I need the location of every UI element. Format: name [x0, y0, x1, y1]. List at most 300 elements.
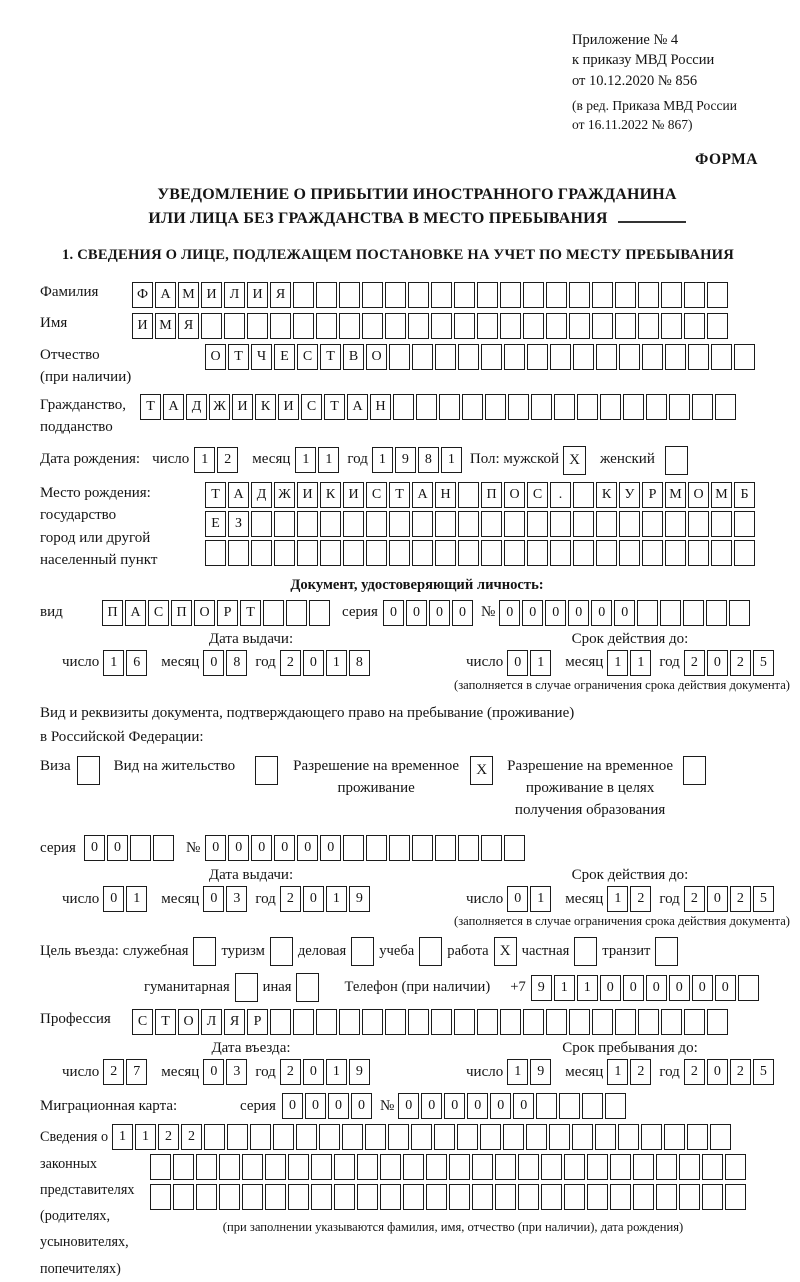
char-box[interactable] — [669, 394, 690, 420]
char-box[interactable] — [416, 394, 437, 420]
char-box[interactable] — [286, 600, 307, 626]
char-box[interactable] — [504, 835, 525, 861]
char-box[interactable] — [684, 282, 705, 308]
char-box[interactable]: Ф — [132, 282, 153, 308]
char-box[interactable] — [638, 313, 659, 339]
char-box[interactable] — [504, 511, 525, 537]
char-box[interactable] — [242, 1154, 263, 1180]
char-box[interactable] — [523, 282, 544, 308]
char-box[interactable] — [592, 282, 613, 308]
char-box[interactable] — [541, 1154, 562, 1180]
char-box[interactable] — [573, 511, 594, 537]
char-box[interactable] — [641, 1124, 662, 1150]
char-box[interactable] — [380, 1154, 401, 1180]
char-box[interactable]: Я — [224, 1009, 245, 1035]
purpose-private-checkbox[interactable] — [574, 937, 597, 966]
char-box[interactable]: 0 — [507, 886, 528, 912]
char-box[interactable]: 0 — [715, 975, 736, 1001]
char-box[interactable]: 1 — [326, 886, 347, 912]
char-box[interactable] — [196, 1154, 217, 1180]
purpose-transit-checkbox[interactable] — [655, 937, 678, 966]
char-box[interactable] — [449, 1154, 470, 1180]
char-box[interactable] — [411, 1124, 432, 1150]
char-box[interactable] — [485, 394, 506, 420]
char-box[interactable]: 0 — [568, 600, 589, 626]
char-box[interactable] — [661, 282, 682, 308]
char-box[interactable]: 9 — [349, 886, 370, 912]
char-box[interactable] — [684, 313, 705, 339]
char-box[interactable]: Т — [155, 1009, 176, 1035]
char-box[interactable]: 0 — [328, 1093, 349, 1119]
char-box[interactable] — [362, 1009, 383, 1035]
char-box[interactable]: 2 — [730, 886, 751, 912]
char-box[interactable] — [219, 1154, 240, 1180]
char-box[interactable] — [273, 1124, 294, 1150]
char-box[interactable] — [706, 600, 727, 626]
char-box[interactable]: Р — [217, 600, 238, 626]
char-box[interactable] — [500, 282, 521, 308]
char-box[interactable] — [729, 600, 750, 626]
char-box[interactable] — [702, 1184, 723, 1210]
char-box[interactable]: 9 — [531, 975, 552, 1001]
char-box[interactable] — [412, 511, 433, 537]
char-box[interactable]: Р — [642, 482, 663, 508]
char-box[interactable]: А — [125, 600, 146, 626]
char-box[interactable] — [227, 1124, 248, 1150]
char-box[interactable] — [265, 1184, 286, 1210]
char-box[interactable]: 1 — [607, 886, 628, 912]
char-box[interactable] — [454, 282, 475, 308]
char-box[interactable] — [342, 1124, 363, 1150]
char-box[interactable]: 0 — [490, 1093, 511, 1119]
char-box[interactable] — [130, 835, 151, 861]
char-box[interactable]: 0 — [84, 835, 105, 861]
char-box[interactable]: 9 — [530, 1059, 551, 1085]
char-box[interactable] — [320, 511, 341, 537]
char-box[interactable]: 2 — [684, 1059, 705, 1085]
char-box[interactable]: 0 — [351, 1093, 372, 1119]
char-box[interactable] — [637, 600, 658, 626]
char-box[interactable] — [711, 511, 732, 537]
char-box[interactable]: 0 — [513, 1093, 534, 1119]
char-box[interactable] — [531, 394, 552, 420]
char-box[interactable]: 5 — [753, 886, 774, 912]
char-box[interactable] — [508, 394, 529, 420]
char-box[interactable] — [311, 1154, 332, 1180]
char-box[interactable] — [527, 511, 548, 537]
char-box[interactable] — [665, 540, 686, 566]
char-box[interactable]: 0 — [203, 1059, 224, 1085]
char-box[interactable]: 1 — [194, 447, 215, 473]
char-box[interactable] — [569, 282, 590, 308]
char-box[interactable]: 1 — [441, 447, 462, 473]
char-box[interactable] — [454, 1009, 475, 1035]
char-box[interactable] — [481, 835, 502, 861]
char-box[interactable]: 0 — [429, 600, 450, 626]
char-box[interactable]: 1 — [326, 650, 347, 676]
char-box[interactable]: 8 — [349, 650, 370, 676]
char-box[interactable] — [426, 1184, 447, 1210]
char-box[interactable]: С — [301, 394, 322, 420]
char-box[interactable]: 0 — [522, 600, 543, 626]
char-box[interactable]: И — [201, 282, 222, 308]
char-box[interactable] — [642, 511, 663, 537]
char-box[interactable]: И — [278, 394, 299, 420]
char-box[interactable] — [707, 313, 728, 339]
char-box[interactable] — [458, 835, 479, 861]
char-box[interactable]: И — [343, 482, 364, 508]
char-box[interactable] — [201, 313, 222, 339]
char-box[interactable] — [495, 1184, 516, 1210]
char-box[interactable] — [316, 1009, 337, 1035]
char-box[interactable]: И — [232, 394, 253, 420]
residence-permit-checkbox[interactable] — [255, 756, 278, 785]
char-box[interactable] — [316, 282, 337, 308]
char-box[interactable] — [431, 1009, 452, 1035]
char-box[interactable] — [550, 511, 571, 537]
char-box[interactable]: С — [132, 1009, 153, 1035]
char-box[interactable]: 0 — [600, 975, 621, 1001]
char-box[interactable]: Н — [435, 482, 456, 508]
char-box[interactable] — [595, 1124, 616, 1150]
char-box[interactable] — [343, 835, 364, 861]
char-box[interactable] — [592, 1009, 613, 1035]
char-box[interactable] — [242, 1184, 263, 1210]
char-box[interactable] — [408, 313, 429, 339]
char-box[interactable] — [173, 1184, 194, 1210]
char-box[interactable] — [683, 600, 704, 626]
char-box[interactable] — [309, 600, 330, 626]
char-box[interactable]: Т — [228, 344, 249, 370]
char-box[interactable]: 3 — [226, 1059, 247, 1085]
char-box[interactable]: А — [347, 394, 368, 420]
char-box[interactable] — [527, 344, 548, 370]
char-box[interactable]: 2 — [630, 1059, 651, 1085]
char-box[interactable] — [546, 282, 567, 308]
char-box[interactable]: 5 — [753, 1059, 774, 1085]
char-box[interactable]: Т — [320, 344, 341, 370]
char-box[interactable]: Л — [201, 1009, 222, 1035]
char-box[interactable] — [472, 1184, 493, 1210]
char-box[interactable] — [389, 344, 410, 370]
char-box[interactable] — [715, 394, 736, 420]
char-box[interactable] — [619, 344, 640, 370]
purpose-study-checkbox[interactable] — [419, 937, 442, 966]
char-box[interactable] — [431, 313, 452, 339]
char-box[interactable] — [365, 1124, 386, 1150]
char-box[interactable] — [320, 540, 341, 566]
char-box[interactable]: 9 — [395, 447, 416, 473]
char-box[interactable] — [665, 511, 686, 537]
char-box[interactable]: 1 — [607, 1059, 628, 1085]
char-box[interactable] — [412, 835, 433, 861]
char-box[interactable]: 0 — [499, 600, 520, 626]
char-box[interactable]: Б — [734, 482, 755, 508]
char-box[interactable]: А — [155, 282, 176, 308]
visa-checkbox[interactable] — [77, 756, 100, 785]
char-box[interactable]: О — [504, 482, 525, 508]
char-box[interactable]: У — [619, 482, 640, 508]
char-box[interactable]: Н — [370, 394, 391, 420]
char-box[interactable]: 2 — [730, 650, 751, 676]
char-box[interactable] — [526, 1124, 547, 1150]
char-box[interactable] — [523, 313, 544, 339]
char-box[interactable] — [380, 1184, 401, 1210]
char-box[interactable] — [385, 313, 406, 339]
char-box[interactable] — [431, 282, 452, 308]
char-box[interactable]: 0 — [545, 600, 566, 626]
char-box[interactable] — [734, 344, 755, 370]
char-box[interactable]: Е — [205, 511, 226, 537]
char-box[interactable]: 0 — [614, 600, 635, 626]
char-box[interactable] — [408, 282, 429, 308]
sex-female-checkbox[interactable] — [665, 446, 688, 475]
char-box[interactable] — [412, 540, 433, 566]
char-box[interactable] — [725, 1154, 746, 1180]
char-box[interactable]: 0 — [205, 835, 226, 861]
char-box[interactable] — [477, 1009, 498, 1035]
char-box[interactable] — [577, 394, 598, 420]
char-box[interactable] — [660, 600, 681, 626]
char-box[interactable] — [389, 835, 410, 861]
char-box[interactable] — [439, 394, 460, 420]
char-box[interactable]: В — [343, 344, 364, 370]
char-box[interactable] — [288, 1184, 309, 1210]
char-box[interactable] — [357, 1184, 378, 1210]
char-box[interactable]: М — [178, 282, 199, 308]
char-box[interactable] — [250, 1124, 271, 1150]
char-box[interactable]: 1 — [103, 650, 124, 676]
char-box[interactable]: Р — [247, 1009, 268, 1035]
char-box[interactable] — [334, 1154, 355, 1180]
char-box[interactable]: 2 — [280, 886, 301, 912]
char-box[interactable]: М — [665, 482, 686, 508]
char-box[interactable] — [204, 1124, 225, 1150]
char-box[interactable] — [457, 1124, 478, 1150]
char-box[interactable] — [679, 1154, 700, 1180]
char-box[interactable] — [702, 1154, 723, 1180]
char-box[interactable]: О — [194, 600, 215, 626]
char-box[interactable]: 0 — [383, 600, 404, 626]
char-box[interactable]: 0 — [203, 886, 224, 912]
char-box[interactable] — [389, 540, 410, 566]
char-box[interactable]: А — [228, 482, 249, 508]
char-box[interactable] — [549, 1124, 570, 1150]
char-box[interactable]: 2 — [158, 1124, 179, 1150]
char-box[interactable]: 8 — [418, 447, 439, 473]
char-box[interactable] — [615, 1009, 636, 1035]
char-box[interactable] — [408, 1009, 429, 1035]
char-box[interactable] — [638, 1009, 659, 1035]
char-box[interactable]: С — [297, 344, 318, 370]
char-box[interactable] — [619, 511, 640, 537]
char-box[interactable]: П — [481, 482, 502, 508]
char-box[interactable] — [458, 511, 479, 537]
char-box[interactable] — [633, 1154, 654, 1180]
char-box[interactable] — [569, 1009, 590, 1035]
char-box[interactable] — [251, 540, 272, 566]
char-box[interactable]: О — [366, 344, 387, 370]
char-box[interactable] — [692, 394, 713, 420]
char-box[interactable] — [288, 1154, 309, 1180]
char-box[interactable] — [710, 1124, 731, 1150]
char-box[interactable] — [477, 282, 498, 308]
char-box[interactable] — [618, 1124, 639, 1150]
char-box[interactable]: 0 — [303, 1059, 324, 1085]
char-box[interactable] — [688, 540, 709, 566]
char-box[interactable] — [385, 282, 406, 308]
char-box[interactable] — [293, 282, 314, 308]
char-box[interactable]: 0 — [444, 1093, 465, 1119]
char-box[interactable] — [251, 511, 272, 537]
edu-permit-checkbox[interactable] — [683, 756, 706, 785]
purpose-official-checkbox[interactable] — [193, 937, 216, 966]
char-box[interactable] — [393, 394, 414, 420]
char-box[interactable]: 7 — [126, 1059, 147, 1085]
char-box[interactable] — [454, 313, 475, 339]
char-box[interactable]: 1 — [126, 886, 147, 912]
char-box[interactable] — [707, 1009, 728, 1035]
char-box[interactable] — [664, 1124, 685, 1150]
char-box[interactable]: 2 — [217, 447, 238, 473]
char-box[interactable] — [412, 344, 433, 370]
char-box[interactable]: Ж — [274, 482, 295, 508]
char-box[interactable]: 2 — [730, 1059, 751, 1085]
char-box[interactable] — [270, 313, 291, 339]
purpose-humanitarian-checkbox[interactable] — [235, 973, 258, 1002]
char-box[interactable] — [573, 344, 594, 370]
char-box[interactable] — [711, 344, 732, 370]
char-box[interactable] — [656, 1184, 677, 1210]
char-box[interactable] — [541, 1184, 562, 1210]
char-box[interactable]: 1 — [372, 447, 393, 473]
char-box[interactable] — [503, 1124, 524, 1150]
char-box[interactable] — [388, 1124, 409, 1150]
sex-male-checkbox[interactable]: X — [563, 446, 586, 475]
char-box[interactable] — [343, 511, 364, 537]
char-box[interactable]: 0 — [707, 1059, 728, 1085]
char-box[interactable] — [500, 313, 521, 339]
char-box[interactable]: М — [711, 482, 732, 508]
char-box[interactable]: 1 — [318, 447, 339, 473]
char-box[interactable]: С — [148, 600, 169, 626]
char-box[interactable] — [366, 835, 387, 861]
char-box[interactable] — [592, 313, 613, 339]
char-box[interactable]: Ж — [209, 394, 230, 420]
char-box[interactable] — [362, 313, 383, 339]
char-box[interactable] — [523, 1009, 544, 1035]
char-box[interactable]: 0 — [452, 600, 473, 626]
char-box[interactable] — [293, 1009, 314, 1035]
char-box[interactable] — [569, 313, 590, 339]
char-box[interactable]: И — [297, 482, 318, 508]
char-box[interactable]: 5 — [753, 650, 774, 676]
char-box[interactable]: К — [596, 482, 617, 508]
char-box[interactable]: О — [178, 1009, 199, 1035]
char-box[interactable] — [385, 1009, 406, 1035]
char-box[interactable]: 1 — [577, 975, 598, 1001]
char-box[interactable] — [623, 394, 644, 420]
char-box[interactable] — [228, 540, 249, 566]
char-box[interactable] — [646, 394, 667, 420]
char-box[interactable]: 1 — [135, 1124, 156, 1150]
char-box[interactable] — [582, 1093, 603, 1119]
char-box[interactable]: О — [205, 344, 226, 370]
char-box[interactable]: 2 — [280, 1059, 301, 1085]
char-box[interactable] — [661, 1009, 682, 1035]
purpose-tourism-checkbox[interactable] — [270, 937, 293, 966]
char-box[interactable] — [357, 1154, 378, 1180]
char-box[interactable] — [458, 540, 479, 566]
char-box[interactable] — [536, 1093, 557, 1119]
char-box[interactable] — [339, 282, 360, 308]
char-box[interactable] — [362, 282, 383, 308]
char-box[interactable] — [638, 282, 659, 308]
char-box[interactable] — [265, 1154, 286, 1180]
char-box[interactable]: 0 — [282, 1093, 303, 1119]
char-box[interactable] — [481, 511, 502, 537]
char-box[interactable] — [610, 1184, 631, 1210]
char-box[interactable]: Т — [140, 394, 161, 420]
char-box[interactable]: 2 — [630, 886, 651, 912]
char-box[interactable] — [316, 313, 337, 339]
char-box[interactable]: 2 — [684, 886, 705, 912]
char-box[interactable] — [661, 313, 682, 339]
char-box[interactable] — [656, 1154, 677, 1180]
char-box[interactable]: 0 — [421, 1093, 442, 1119]
char-box[interactable]: Т — [324, 394, 345, 420]
char-box[interactable]: 6 — [126, 650, 147, 676]
char-box[interactable] — [297, 540, 318, 566]
char-box[interactable]: М — [155, 313, 176, 339]
char-box[interactable]: И — [132, 313, 153, 339]
char-box[interactable]: Д — [251, 482, 272, 508]
char-box[interactable]: Я — [178, 313, 199, 339]
char-box[interactable] — [642, 344, 663, 370]
char-box[interactable]: С — [527, 482, 548, 508]
char-box[interactable] — [711, 540, 732, 566]
char-box[interactable]: Е — [274, 344, 295, 370]
char-box[interactable]: 0 — [646, 975, 667, 1001]
char-box[interactable] — [518, 1184, 539, 1210]
char-box[interactable] — [339, 1009, 360, 1035]
char-box[interactable] — [619, 540, 640, 566]
char-box[interactable]: 0 — [103, 886, 124, 912]
char-box[interactable]: . — [550, 482, 571, 508]
char-box[interactable]: Т — [389, 482, 410, 508]
char-box[interactable] — [679, 1184, 700, 1210]
char-box[interactable] — [688, 511, 709, 537]
char-box[interactable] — [389, 511, 410, 537]
char-box[interactable] — [550, 540, 571, 566]
char-box[interactable] — [205, 540, 226, 566]
char-box[interactable]: 1 — [554, 975, 575, 1001]
char-box[interactable]: П — [102, 600, 123, 626]
purpose-work-checkbox[interactable]: X — [494, 937, 517, 966]
char-box[interactable]: 0 — [107, 835, 128, 861]
char-box[interactable]: 0 — [320, 835, 341, 861]
char-box[interactable] — [339, 313, 360, 339]
char-box[interactable] — [596, 540, 617, 566]
char-box[interactable]: Д — [186, 394, 207, 420]
char-box[interactable] — [605, 1093, 626, 1119]
char-box[interactable] — [403, 1154, 424, 1180]
char-box[interactable]: З — [228, 511, 249, 537]
char-box[interactable] — [224, 313, 245, 339]
char-box[interactable]: 0 — [303, 650, 324, 676]
char-box[interactable] — [518, 1154, 539, 1180]
char-box[interactable] — [458, 344, 479, 370]
